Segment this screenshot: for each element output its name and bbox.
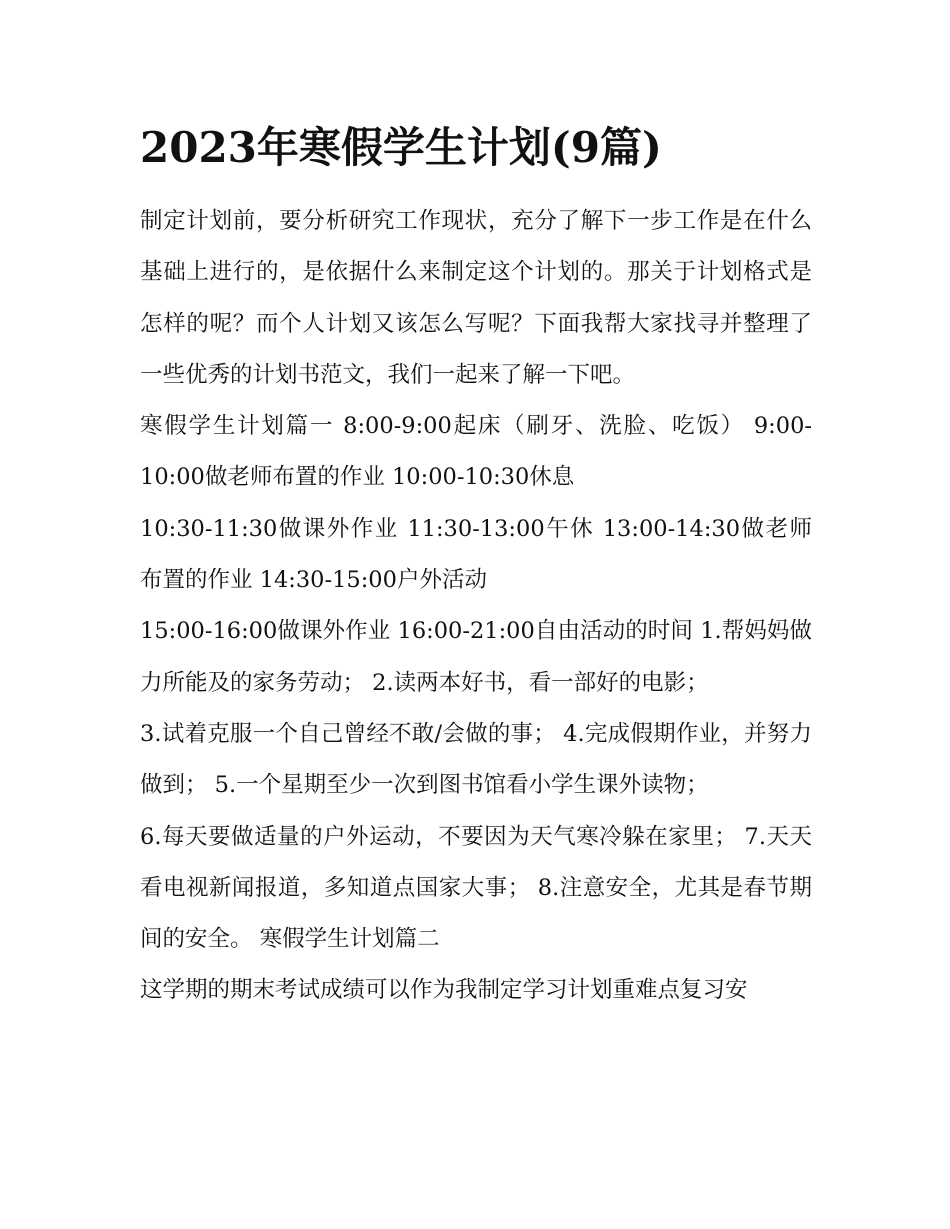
plan-one-goals-part-one: 3.试着克服一个自己曾经不敢/会做的事； 4.完成假期作业，并努力做到； 5.一个星期至少一次到图书馆看小学生课外读物； [140,720,812,799]
plan-one-schedule-afternoon: 15:00-16:00做课外作业 16:00-21:00自由活动的时间 1.帮妈妈做力所能及的家务劳动； 2.读两本好书，看一部好的电影； [140,618,812,696]
plan-one-schedule-midday: 10:30-11:30做课外作业 11:30-13:00午休 13:00-14:30做老师布置的作业 14:30-15:00户外活动 [140,515,812,594]
plan-one-schedule-morning: 寒假学生计划篇一 8:00-9:00起床（刷牙、洗脸、吃饭） 9:00-10:00做老师布置的作业 10:00-10:30休息 [140,413,812,491]
intro-paragraph: 制定计划前，要分析研究工作现状，充分了解下一步工作是在什么基础上进行的，是依据什么来制定这个计划的。那关于计划格式是怎样的呢？而个人计划又该怎么写呢？下面我帮大家找寻并整理了一些优秀的计划书范文，我们一起来了解一下吧。 [140,208,812,388]
document-page [140,118,812,1017]
document-title: 2023年寒假学生计划(9篇) [140,123,662,172]
plan-two-intro: 这学期的期末考试成绩可以作为我制定学习计划重难点复习安 [140,977,748,1004]
plan-one-goals-part-two: 6.每天要做适量的户外运动，不要因为天气寒冷躲在家里； 7.天天看电视新闻报道，多知道点国家大事； 8.注意安全，尤其是春节期间的安全。 寒假学生计划篇二 [140,823,812,953]
